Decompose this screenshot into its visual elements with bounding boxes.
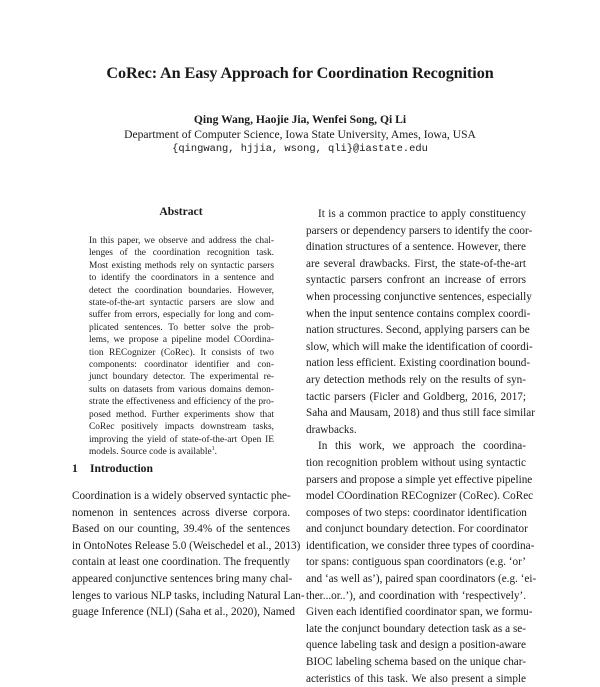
intro-right-column [306,206,537,687]
abstract-line: components: coordinator identifier and con- [89,360,274,371]
text-line: when the input sentence contains complex coordi- [306,307,531,320]
text-line: are several drawbacks. First, the state-of-the-art [306,257,526,270]
paper-affiliation: Department of Computer Science, Iowa State University, Ames, Iowa, USA [124,128,476,141]
text-line: lenges to various NLP tasks, including Natural Lan- [72,589,305,602]
text-line: quence labeling task and design a position-aware [306,639,526,652]
abstract-line: strate the effectiveness and efficiency of the pro- [89,397,274,408]
text-line: Based on our counting, 39.4% of the sentences [72,523,290,536]
text-line: model COordination RECognizer (CoRec). CoRec [306,490,534,503]
text-line: parsers or dependency parsers to identify the coor- [306,224,533,237]
text-line: late the conjunct boundary detection task as a se- [306,622,526,635]
text-line: and ‘as well as’), paired span coordinators (e.g. ‘ei- [306,573,537,586]
section-number: 1 [72,462,78,475]
abstract-line: improving the yield of state-of-the-art Open IE [89,434,274,445]
abstract-line: In this paper, we observe and address the chal- [89,236,274,246]
abstract-line: suffer from errors, especially for long and com- [89,310,274,321]
abstract-line: sults on datasets from various domains demon- [89,384,274,395]
abstract-line: lenges of the coordination recognition task. [89,248,274,259]
abstract-line-text: models. Source code is available [89,446,212,457]
abstract-body [89,235,274,458]
abstract-line [89,446,274,458]
text-line: It is a common practice to apply constituency [318,208,526,220]
intro-left-column [72,488,305,621]
abstract-line: tion RECognizer (CoRec). It consists of two [89,347,274,358]
text-line: nation structures. Second, applying parsers can be [306,324,530,337]
abstract-line: detect the coordination boundaries. However, [89,285,274,296]
text-line: acteristics of this task. We also present a simple [306,672,526,685]
text-line: identification, we consider three types of coordina- [306,539,535,552]
abstract-line: to identify the coordinators in a sentence and [89,273,274,284]
text-line: BIOC labeling schema based on the unique char- [306,656,526,669]
text-line: and conjunct boundary detection. For coordinator [306,523,528,536]
paper-title: CoRec: An Easy Approach for Coordination Recognition [106,64,494,82]
text-line: tactic parsers (Ficler and Goldberg, 2016, 2017; [306,390,526,403]
text-line: when processing conjunctive sentences, especially [306,290,532,303]
text-line: dination structures of a sentence. However, there [306,241,526,254]
abstract-line: junct boundary detector. The experimental re- [89,372,274,383]
text-line: nation less efficient. Existing coordination bound- [306,357,531,370]
text-line: parsers and propose a simple yet effective pipeline [306,473,533,486]
text-line: slow, which will make the identification of coordi- [306,340,533,353]
text-line: tor spans: contiguous span coordinators (e.g. ‘or’ [306,556,526,569]
text-line: ary detection methods rely on the results of syn- [306,373,526,386]
text-line: nomenon in sentences across diverse corpora. [72,506,290,519]
text-line: ther...or..’), and coordination with ‘respectively’. [306,589,526,602]
text-line: Coordination is a widely observed syntactic phe- [72,490,291,502]
text-line: appeared conjunctive sentences bring many chal- [72,572,293,585]
text-line: composes of two steps: coordinator identification [306,506,527,519]
abstract-line: Most existing methods rely on syntactic parsers [89,260,274,271]
abstract-line: state-of-the-art syntactic parsers are slow and [89,298,274,309]
text-line: drawbacks. [306,423,357,436]
section-heading-introduction [72,462,153,475]
abstract-line: posed method. Further experiments show that [89,409,274,420]
section-title: Introduction [90,462,153,475]
text-line: in OntoNotes Release 5.0 (Weischedel et al., 2013) [72,539,301,552]
text-line: syntactic parsers confront an increase of errors [306,274,526,287]
abstract-line: CoRec positively impacts downstream tasks, [89,422,274,433]
abstract-final-period: . [214,446,217,457]
footnote-mark[interactable]: 1 [211,445,215,452]
paper-email: {qingwang, hjjia, wsong, qli}@iastate.edu [172,143,428,155]
paper-authors: Qing Wang, Haojie Jia, Wenfei Song, Qi Li [193,113,407,126]
text-line: guage Inference (NLI) (Saha et al., 2020), Named [72,606,296,619]
text-line: In this work, we approach the coordina- [318,440,526,453]
abstract-line: plicated sentences. To better solve the prob- [89,322,274,333]
text-line: Saha and Mausam, 2018) and thus still face similar [306,407,535,420]
abstract-line: lems, we propose a pipeline model COordina- [89,335,274,346]
text-line: Given each identified coordinator span, we formu- [306,606,533,619]
text-line: contain at least one coordination. The frequently [72,556,290,569]
text-line: tion recognition problem without using syntactic [306,456,526,469]
abstract-heading: Abstract [159,205,203,218]
